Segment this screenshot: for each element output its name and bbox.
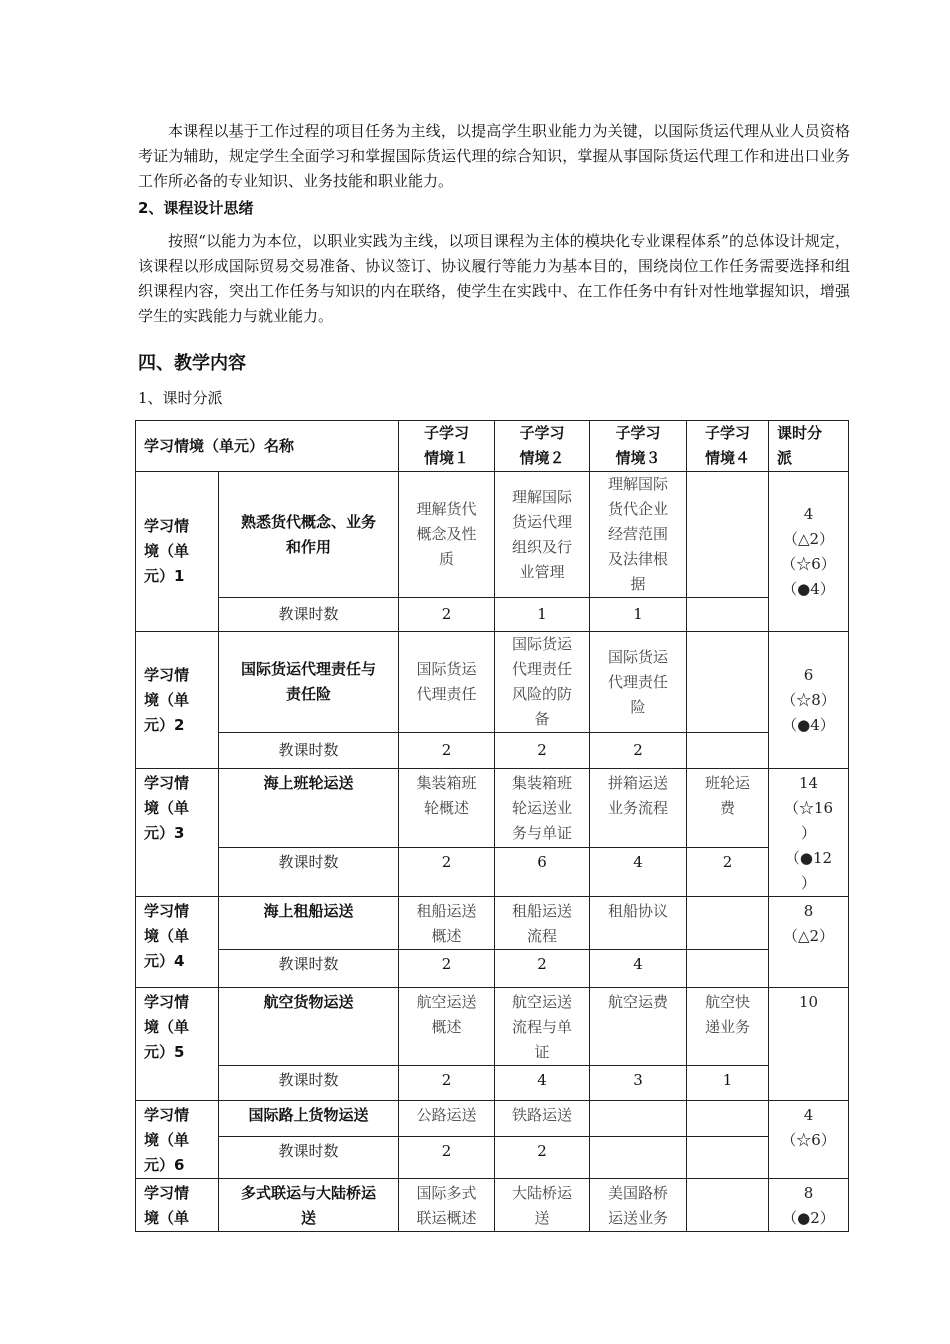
unit-name: 国际路上货物运送 [219, 1101, 399, 1137]
unit-label: 学习情 境（单 元）3 [136, 769, 219, 897]
unit-total-hours: 14 （☆16 ） （●12 ） [769, 769, 849, 897]
hours-value: 6 [495, 847, 590, 896]
hours-value [687, 733, 769, 769]
unit-label: 学习情 境（单 元）4 [136, 897, 219, 988]
section-title: 四、教学内容 [138, 353, 246, 374]
unit-name: 航空货物运送 [219, 988, 399, 1066]
table-row [136, 1101, 849, 1137]
sub-content: 理解货代 概念及性 质 [399, 472, 495, 598]
sub-content: 公路运送 [399, 1101, 495, 1137]
hours-label: 教课时数 [219, 1066, 399, 1101]
sub-content: 航空运费 [590, 988, 687, 1066]
header-sub-2: 子学习 情境２ [495, 421, 590, 472]
header-hours: 课时分 派 [769, 421, 849, 472]
table-row [136, 472, 849, 598]
unit-label: 学习情 境（单 元）6 [136, 1101, 219, 1179]
sub-content: 航空快 递业务 [687, 988, 769, 1066]
hours-value: 2 [495, 1136, 590, 1178]
hours-label: 教课时数 [219, 847, 399, 896]
hours-value: 3 [590, 1066, 687, 1101]
unit-label: 学习情 境（单 元）5 [136, 988, 219, 1101]
hours-value [687, 950, 769, 988]
sub-content: 大陆桥运 送 [495, 1179, 590, 1232]
table-row [136, 598, 849, 632]
sub-content: 国际货运 代理责任 险 [590, 632, 687, 733]
table-row [136, 632, 849, 733]
sub-content [590, 1101, 687, 1137]
hours-value: 2 [399, 1136, 495, 1178]
sub-content [687, 632, 769, 733]
unit-total-hours: 6 （☆8） （●4） [769, 632, 849, 769]
unit-label: 学习情 境（单 元）2 [136, 632, 219, 769]
sub-content: 拼箱运送 业务流程 [590, 769, 687, 848]
hours-value: 2 [399, 733, 495, 769]
unit-total-hours: 4 （☆6） [769, 1101, 849, 1179]
table-row [136, 847, 849, 896]
sub-content [687, 1101, 769, 1137]
unit-total-hours: 10 [769, 988, 849, 1101]
sub-content: 租船协议 [590, 897, 687, 950]
header-sub-3: 子学习 情境３ [590, 421, 687, 472]
table-row [136, 1179, 849, 1232]
hours-label: 教课时数 [219, 950, 399, 988]
table-row [136, 769, 849, 848]
hours-value: 4 [495, 1066, 590, 1101]
sub-content: 国际货运 代理责任 风险的防 备 [495, 632, 590, 733]
sub-content: 铁路运送 [495, 1101, 590, 1137]
sub-content: 国际多式 联运概述 [399, 1179, 495, 1232]
sub-content: 租船运送 流程 [495, 897, 590, 950]
hours-value: 2 [399, 598, 495, 632]
sub-content [687, 1179, 769, 1232]
hours-value: 2 [590, 733, 687, 769]
unit-total-hours: 8 （●2） [769, 1179, 849, 1232]
intro-paragraph-2: 按照“以能力为本位，以职业实践为主线，以项目课程为主体的模块化专业课程体系”的总体设计规定，该课程以形成国际贸易交易准备、协议签订、协议履行等能力为基本目的，围绕岗位工作任务需要选择和组织课程内容，突出工作任务与知识的内在联络，使学生在实践中、在工作任务中有针对性地掌握知识，增强学生的实践能力与就业能力。 [138, 232, 850, 325]
table-row [136, 988, 849, 1066]
sub-content: 集装箱班 轮概述 [399, 769, 495, 848]
sub-content: 理解国际 货代企业 经营范围 及法律根 据 [590, 472, 687, 598]
unit-total-hours: 4 （△2） （☆6） （●4） [769, 472, 849, 632]
hours-value: 1 [590, 598, 687, 632]
sub-content [687, 472, 769, 598]
hours-value: 1 [495, 598, 590, 632]
header-sub-4: 子学习 情境４ [687, 421, 769, 472]
table-row [136, 950, 849, 988]
sub-content: 班轮运 费 [687, 769, 769, 848]
course-design-heading: 2、课程设计思绪 [138, 199, 254, 217]
hours-value: 1 [687, 1066, 769, 1101]
intro-paragraph-1: 本课程以基于工作过程的项目任务为主线，以提高学生职业能力为关键，以国际货运代理从业人员资格考证为辅助，规定学生全面学习和掌握国际货运代理的综合知识，掌握从事国际货运代理工作和进出口业务工作所必备的专业知识、业务技能和职业能力。 [138, 122, 850, 190]
hours-value [590, 1136, 687, 1178]
unit-name: 多式联运与大陆桥运 送 [219, 1179, 399, 1232]
sub-content: 美国路桥 运送业务 [590, 1179, 687, 1232]
hours-label: 教课时数 [219, 733, 399, 769]
sub-content: 国际货运 代理责任 [399, 632, 495, 733]
hours-value: 2 [399, 847, 495, 896]
hours-value [687, 598, 769, 632]
unit-name: 国际货运代理责任与 责任险 [219, 632, 399, 733]
section-subtitle: 1、课时分派 [138, 389, 223, 407]
sub-content: 集装箱班 轮运送业 务与单证 [495, 769, 590, 848]
unit-name: 熟悉货代概念、业务 和作用 [219, 472, 399, 598]
hours-value: 2 [495, 950, 590, 988]
unit-label: 学习情 境（单 [136, 1179, 219, 1232]
unit-label: 学习情 境（单 元）1 [136, 472, 219, 632]
hours-value: 4 [590, 950, 687, 988]
sub-content: 航空运送 概述 [399, 988, 495, 1066]
table-row [136, 1066, 849, 1101]
table-header-row [136, 421, 849, 472]
hours-value: 2 [399, 1066, 495, 1101]
hours-value [687, 1136, 769, 1178]
hours-value: 4 [590, 847, 687, 896]
sub-content: 租船运送 概述 [399, 897, 495, 950]
table-row [136, 1136, 849, 1178]
hours-value: 2 [495, 733, 590, 769]
table-row [136, 733, 849, 769]
hours-allocation-table [135, 420, 849, 1232]
sub-content [687, 897, 769, 950]
hours-label: 教课时数 [219, 1136, 399, 1178]
unit-name: 海上班轮运送 [219, 769, 399, 848]
hours-label: 教课时数 [219, 598, 399, 632]
hours-value: 2 [399, 950, 495, 988]
sub-content: 理解国际 货运代理 组织及行 业管理 [495, 472, 590, 598]
table-row [136, 897, 849, 950]
header-sub-1: 子学习 情境１ [399, 421, 495, 472]
header-unit-name: 学习情境（单元）名称 [136, 421, 399, 472]
unit-total-hours: 8 （△2） [769, 897, 849, 988]
hours-value: 2 [687, 847, 769, 896]
sub-content: 航空运送 流程与单 证 [495, 988, 590, 1066]
unit-name: 海上租船运送 [219, 897, 399, 950]
